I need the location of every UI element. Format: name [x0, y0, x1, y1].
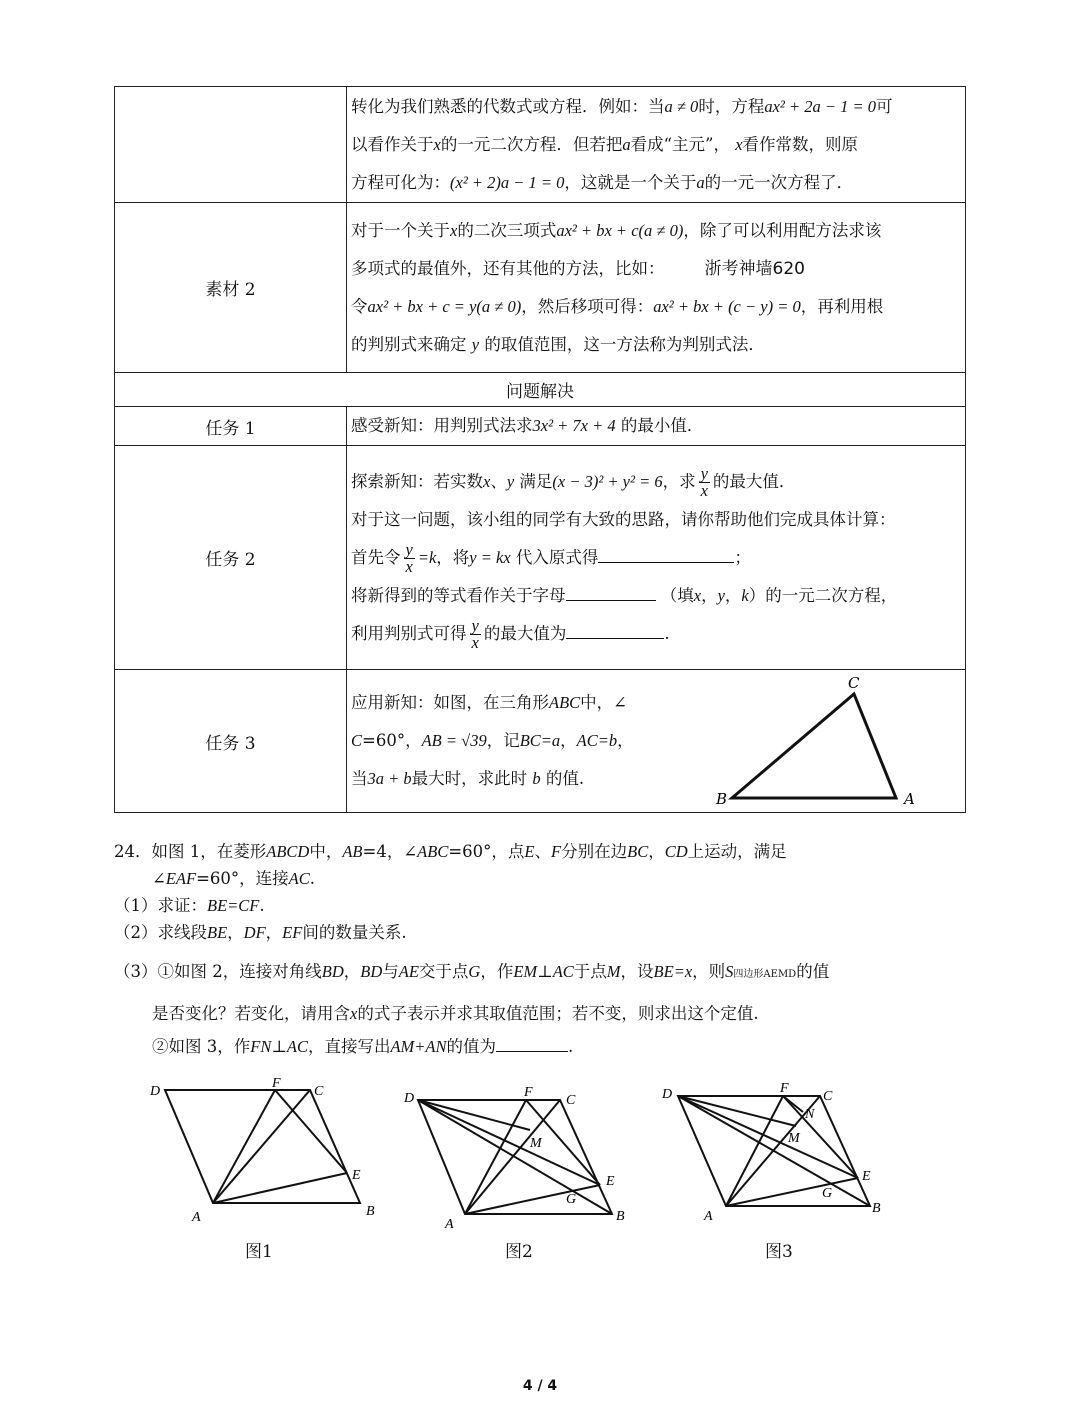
figure-2-caption: 图2: [505, 1242, 533, 1262]
fig2-label-f: F: [524, 1085, 533, 1100]
fig2-label-c: C: [566, 1093, 576, 1108]
fig2-label-b: B: [616, 1209, 625, 1224]
figure-2: [400, 1080, 640, 1230]
page-number: 4 / 4: [522, 1378, 558, 1394]
task1-content: 感受新知：用判别式法求3x² + 7x + 4 的最小值．: [347, 407, 966, 446]
material-table: [114, 86, 966, 813]
tri-label-c: C: [848, 674, 860, 692]
blank-3[interactable]: [566, 620, 664, 639]
fig3-label-d: D: [662, 1087, 673, 1102]
fig3-label-a: A: [704, 1209, 713, 1224]
triangle-figure: [707, 670, 957, 813]
figure-3-caption: 图3: [765, 1242, 793, 1262]
fig3-label-m: M: [788, 1131, 800, 1146]
row0-label-cell: [115, 87, 347, 203]
fig1-label-b: B: [366, 1204, 375, 1219]
task2-content: 探索新知：若实数x、y 满足(x − 3)² + y² = 6，求 $\frac{y}{x}$ 的最大值． 对于这一问题，该小组的同学有大致的思路，请你帮助他们完成具体计算： 首先令 $\frac{y}{x}$ =k，将y = kx 代入原式得 ； 将新得到的等式看作关于字母 （填x，y，k）的一元二次方程， 利用判别式可得 $\frac{y}{x}$ 的最大值为 .: [347, 446, 966, 670]
tri-label-b: B: [716, 790, 728, 808]
figure-3: [658, 1078, 898, 1228]
fig3-label-e: E: [862, 1169, 871, 1184]
fig2-label-a: A: [445, 1217, 454, 1230]
fig3-label-b: B: [872, 1201, 881, 1216]
triangle-abc: [732, 694, 896, 798]
task2-label: 任务 2: [115, 446, 347, 670]
task1-label: 任务 1: [115, 407, 347, 446]
fig1-label-e: E: [352, 1168, 361, 1183]
fig3-label-c: C: [823, 1089, 833, 1104]
fig1-label-f: F: [272, 1076, 281, 1091]
fig2-label-d: D: [404, 1091, 415, 1106]
fig1-label-d: D: [150, 1084, 161, 1099]
fig2-label-m: M: [530, 1136, 542, 1151]
task3-label: 任务 3: [115, 670, 347, 813]
fig2-label-e: E: [606, 1174, 615, 1189]
fig3-label-n: N: [805, 1107, 815, 1122]
task3-content: 应用新知：如图，在三角形ABC中，∠ C=60°，AB = √39，记BC=a，AC=b， 当3a + b最大时，求此时 b 的值. C B A: [347, 670, 966, 813]
question-24: 24．如图 1，在菱形ABCD中，AB=4，∠ABC=60°，点E、F分别在边BC，CD上运动，满足 ∠EAF=60°，连接AC. （1）求证：BE=CF. （2）求线段BE，DF，EF间的数量关系. （3）①如图 2，连接对角线BD，BD与AE交于点G，作EM⊥AC于点M，设BE=x，则S四边形AEMD的值 是否变化？若变化，请用含x的式子表示并求其取值范围；若不变，则求出这个定值. ②如图 3，作FN⊥AC，直接写出AM+AN的值为 .: [114, 842, 830, 1056]
blank-1[interactable]: [598, 544, 734, 563]
material2-label: 素材 2: [115, 203, 347, 373]
material2-content: 对于一个关于x的二次三项式ax² + bx + c(a ≠ 0)，除了可以利用配方法求该 多项式的最值外，还有其他的方法，比如： 浙考神墙620 令ax² + bx + c = y(a ≠ 0)，然后移项可得：ax² + bx + (c − y) = 0，再利用根 的判别式来确定 y 的取值范围，这一方法称为判别式法．: [347, 203, 966, 373]
section-header: 问题解决: [115, 373, 966, 407]
fig1-label-c: C: [314, 1084, 324, 1099]
blank-4[interactable]: [496, 1033, 568, 1052]
fig2-label-g: G: [566, 1192, 577, 1207]
tri-label-a: A: [904, 790, 915, 808]
fig1-label-a: A: [192, 1210, 201, 1225]
figure-1: [140, 1075, 380, 1225]
fig3-label-f: F: [780, 1081, 789, 1096]
fig3-label-g: G: [822, 1186, 833, 1201]
watermark: 浙考神墙620: [704, 258, 805, 279]
blank-2[interactable]: [566, 582, 656, 601]
row0-content: 转化为我们熟悉的代数式或方程．例如：当a ≠ 0时，方程ax² + 2a − 1 = 0可 以看作关于x的一元二次方程．但若把a看成“主元”， x看作常数，则原 方程可化为：(x² + 2)a − 1 = 0，这就是一个关于a的一元一次方程了．: [347, 87, 966, 203]
figure-1-caption: 图1: [245, 1242, 273, 1262]
